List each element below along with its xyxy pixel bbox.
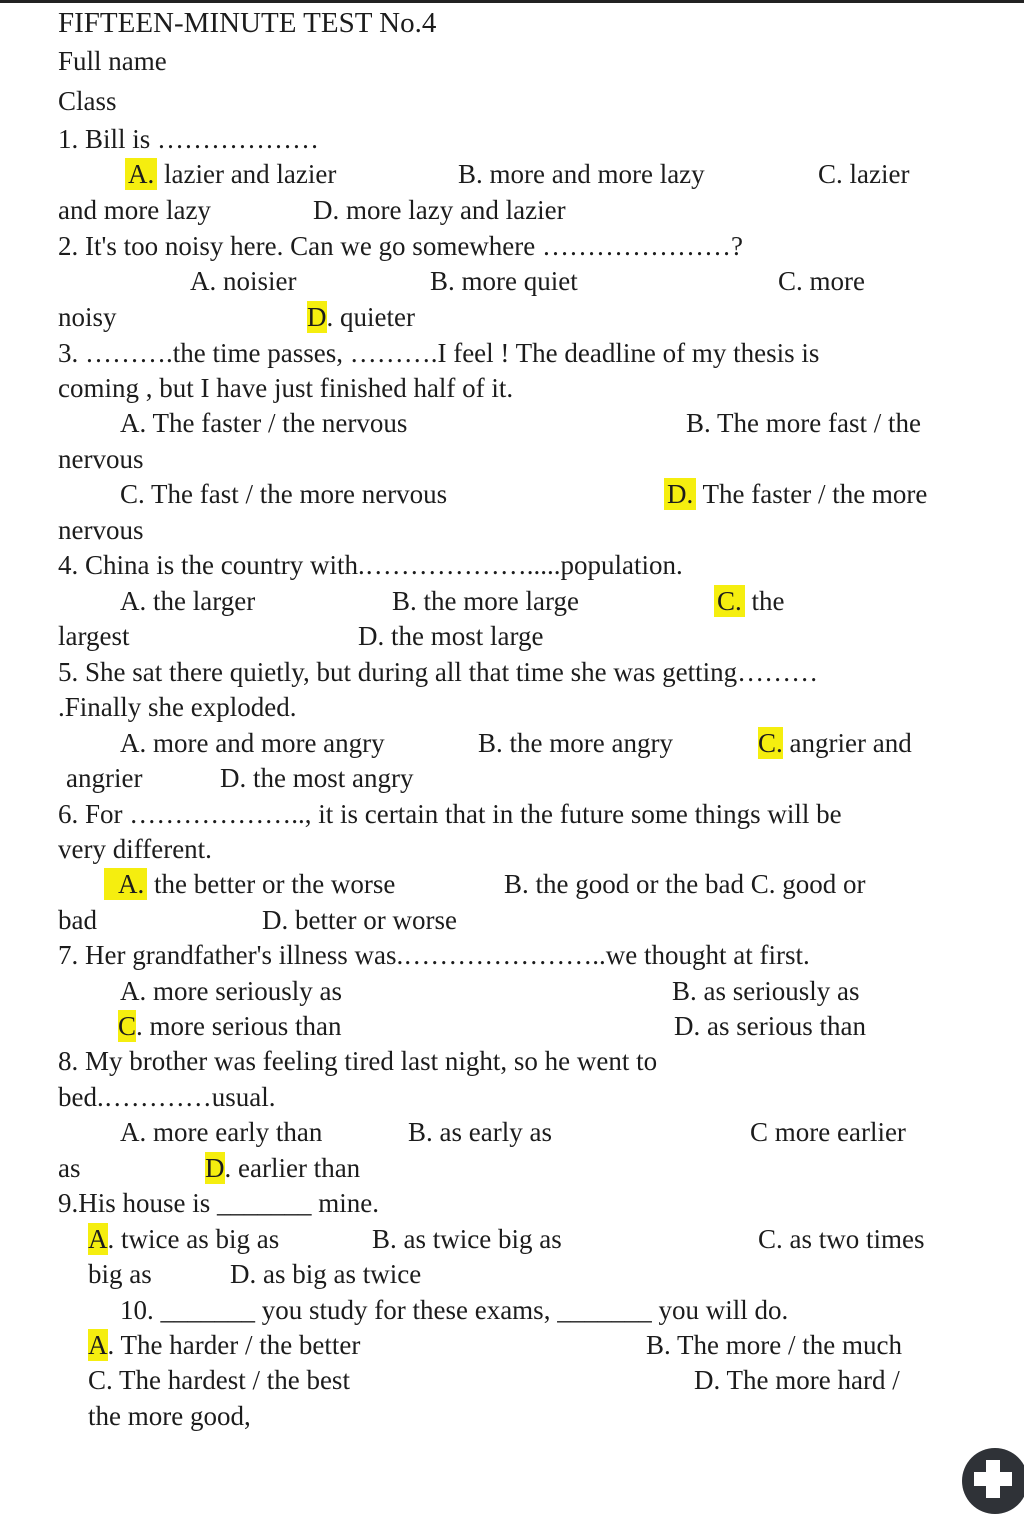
q1-option-d: D. more lazy and lazier bbox=[313, 195, 566, 225]
q5-option-c-cont: angrier bbox=[66, 763, 143, 793]
q3-option-c: C. The fast / the more nervous bbox=[120, 479, 448, 509]
q4-option-c-cont: largest bbox=[58, 621, 130, 651]
add-fab-button[interactable] bbox=[962, 1448, 1024, 1514]
q2-answer-highlight: D bbox=[307, 302, 327, 332]
q4-answer-highlight: C. bbox=[714, 585, 745, 617]
q8-option-d bbox=[205, 1151, 360, 1185]
q9-option-b: B. as twice big as bbox=[372, 1224, 562, 1254]
q5-option-d: D. the most angry bbox=[220, 763, 414, 793]
q1-option-a-text: lazier and lazier bbox=[157, 159, 337, 189]
q9-stem-end: mine. bbox=[318, 1188, 380, 1218]
q10-answer-highlight: A bbox=[88, 1330, 108, 1360]
q2-option-d bbox=[307, 300, 415, 334]
q9-option-d: D. as big as twice bbox=[230, 1259, 422, 1289]
q8-option-d-text: . earlier than bbox=[224, 1153, 361, 1183]
q10-option-d-cont: the more good, bbox=[88, 1401, 251, 1431]
q8-option-c-cont: as bbox=[58, 1153, 81, 1183]
q4-stem: 4. China is the country with.……………….....population. bbox=[58, 550, 683, 580]
q7-option-c bbox=[118, 1009, 341, 1043]
q2-stem: 2. It's too noisy here. Can we go somewhere …………………? bbox=[58, 231, 743, 261]
q9-option-a-text: . twice as big as bbox=[107, 1224, 280, 1254]
q9-stem bbox=[58, 1186, 379, 1220]
q3-stem-line1: 3. ……….the time passes, ……….I feel ! The deadline of my thesis is bbox=[58, 338, 820, 368]
q9-option-c: C. as two times bbox=[758, 1224, 925, 1254]
q10-option-a-text: . The harder / the better bbox=[107, 1330, 361, 1360]
q2-option-c-cont: noisy bbox=[58, 302, 117, 332]
q7-stem: 7. Her grandfather's illness was.…………………..we thought at first. bbox=[58, 940, 810, 970]
q2-option-d-text: . quieter bbox=[326, 302, 415, 332]
q5-option-a: A. more and more angry bbox=[120, 728, 385, 758]
full-name-label: Full name bbox=[58, 46, 167, 76]
q4-option-d: D. the most large bbox=[358, 621, 544, 651]
q2-option-b: B. more quiet bbox=[430, 266, 578, 296]
q10-stem: 10. _______ you study for these exams, _______ you will do. bbox=[120, 1295, 789, 1325]
q4-option-a: A. the larger bbox=[120, 586, 256, 616]
q7-option-c-text: . more serious than bbox=[136, 1011, 342, 1041]
q7-answer-highlight: C bbox=[118, 1011, 137, 1041]
q1-option-a bbox=[125, 157, 336, 191]
q5-stem-line2: .Finally she exploded. bbox=[58, 692, 297, 722]
q6-stem-line1: 6. For ……………….., it is certain that in the future some things will be bbox=[58, 799, 842, 829]
q5-stem-line1: 5. She sat there quietly, but during all that time she was getting……… bbox=[58, 657, 819, 687]
q7-option-d: D. as serious than bbox=[674, 1011, 866, 1041]
q6-option-d: D. better or worse bbox=[262, 905, 457, 935]
q5-option-c-text: angrier and bbox=[782, 728, 912, 758]
q10-option-b: B. The more / the much bbox=[646, 1330, 902, 1360]
q4-option-c bbox=[714, 584, 785, 618]
q3-option-d bbox=[664, 477, 927, 511]
q1-option-c: C. lazier bbox=[818, 159, 910, 189]
top-border bbox=[0, 0, 1024, 3]
q5-answer-highlight: C. bbox=[758, 728, 783, 758]
q10-option-d: D. The more hard / bbox=[694, 1365, 900, 1395]
q8-stem-line2: bed.…………usual. bbox=[58, 1082, 276, 1112]
q6-stem-line2: very different. bbox=[58, 834, 212, 864]
q3-option-b: B. The more fast / the bbox=[686, 408, 921, 438]
q7-option-b: B. as seriously as bbox=[672, 976, 860, 1006]
q3-option-a: A. The faster / the nervous bbox=[120, 408, 408, 438]
q5-option-b: B. the more angry bbox=[478, 728, 673, 758]
q3-option-d-text: The faster / the more bbox=[696, 479, 928, 509]
q8-option-a: A. more early than bbox=[120, 1117, 323, 1147]
q4-option-c-text: the bbox=[744, 586, 785, 616]
q8-option-c: C more earlier bbox=[750, 1117, 906, 1147]
q5-option-c bbox=[758, 726, 912, 760]
q9-stem-text: 9.His house is bbox=[58, 1188, 211, 1218]
q10-option-a bbox=[88, 1328, 360, 1362]
q8-stem-line1: 8. My brother was feeling tired last night, so he went to bbox=[58, 1046, 658, 1076]
q1-option-c-cont: and more lazy bbox=[58, 195, 211, 225]
q8-answer-highlight: D bbox=[205, 1153, 225, 1183]
q6-option-a bbox=[104, 867, 395, 901]
q2-option-a: A. noisier bbox=[190, 266, 297, 296]
q8-option-b: B. as early as bbox=[408, 1117, 552, 1147]
q9-option-a bbox=[88, 1222, 279, 1256]
q2-option-c: C. more bbox=[778, 266, 865, 296]
test-title: FIFTEEN-MINUTE TEST No.4 bbox=[58, 7, 437, 39]
q3-stem-line2: coming , but I have just finished half of it. bbox=[58, 373, 514, 403]
q4-option-b: B. the more large bbox=[392, 586, 579, 616]
q9-option-c-cont: big as bbox=[88, 1259, 152, 1289]
q1-stem: 1. Bill is ……………… bbox=[58, 124, 320, 154]
q1-option-b: B. more and more lazy bbox=[458, 159, 705, 189]
q3-option-d-cont: nervous bbox=[58, 515, 144, 545]
class-label: Class bbox=[58, 86, 117, 116]
q6-option-c-cont: bad bbox=[58, 905, 97, 935]
q9-answer-highlight: A bbox=[88, 1224, 108, 1254]
q3-answer-highlight: D. bbox=[664, 478, 696, 510]
q3-option-b-cont: nervous bbox=[58, 444, 144, 474]
q6-answer-highlight: A. bbox=[104, 868, 147, 900]
q6-option-b-c: B. the good or the bad C. good or bbox=[504, 869, 866, 899]
q6-option-a-text: the better or the worse bbox=[147, 869, 396, 899]
q9-blank: _______ bbox=[217, 1188, 312, 1218]
q10-option-c: C. The hardest / the best bbox=[88, 1365, 350, 1395]
q7-option-a: A. more seriously as bbox=[120, 976, 342, 1006]
q1-answer-highlight: A. bbox=[125, 158, 157, 190]
